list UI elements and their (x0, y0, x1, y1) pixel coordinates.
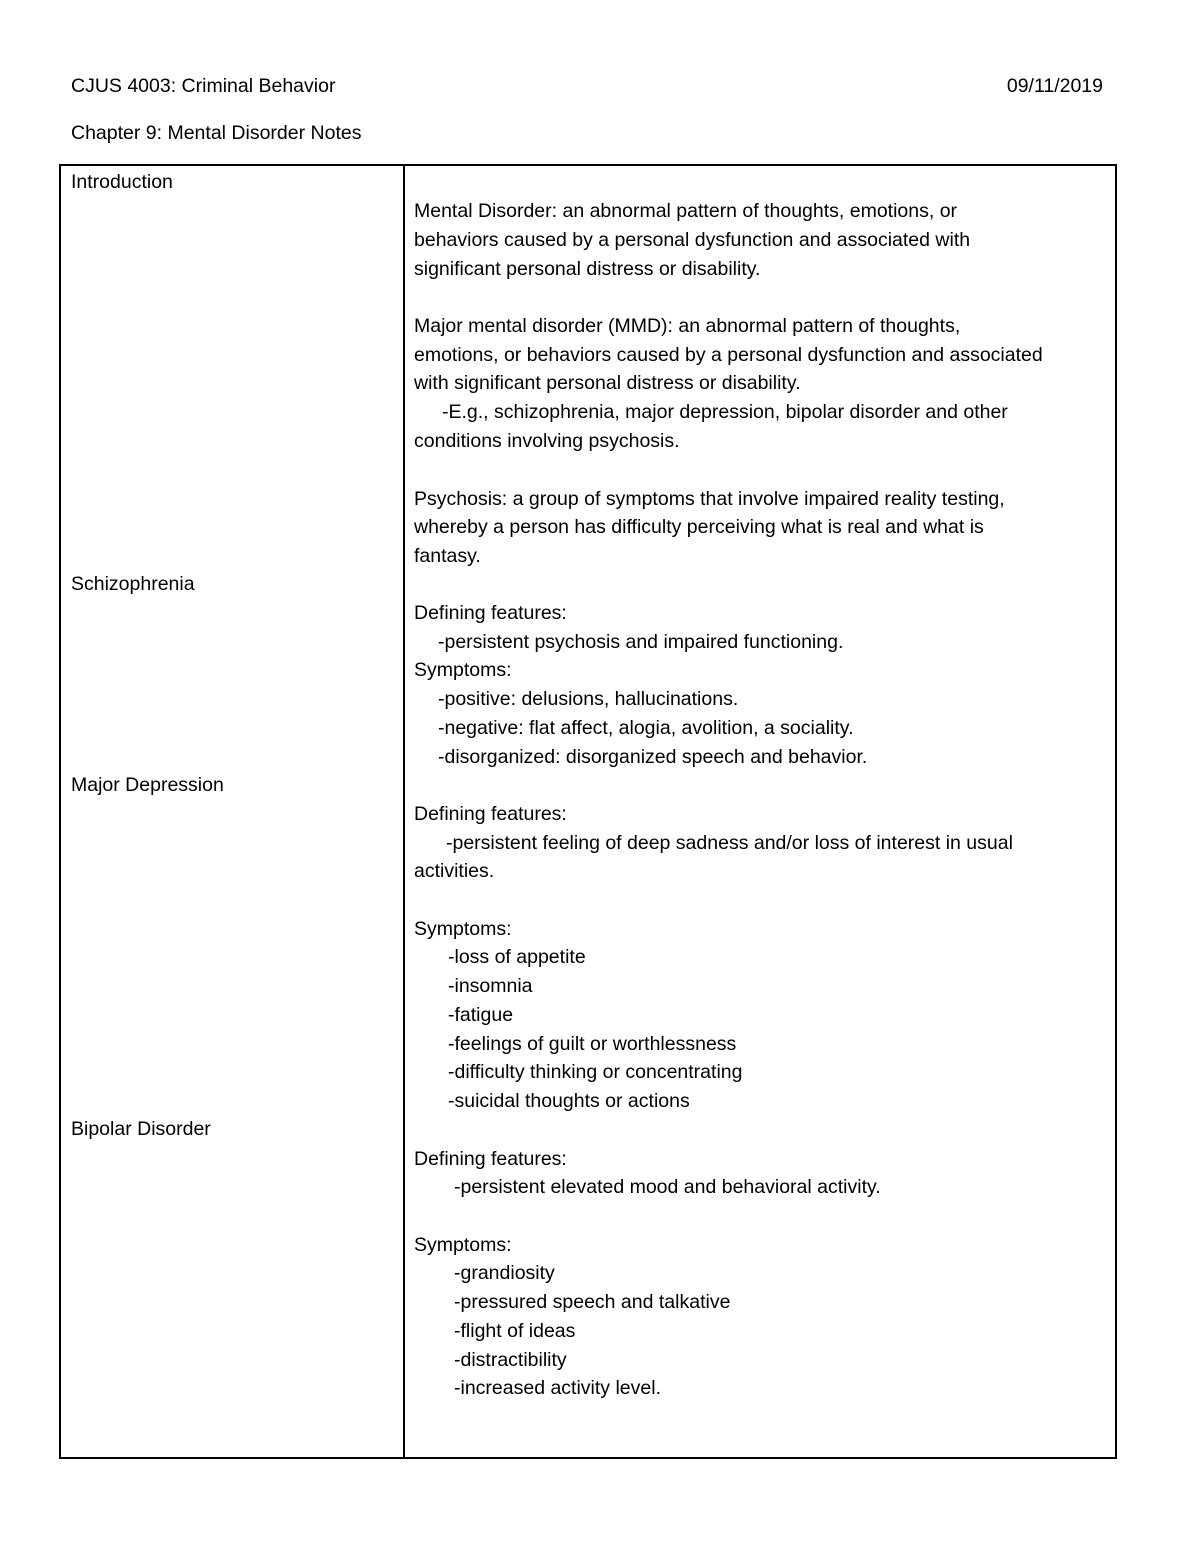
chapter-title: Chapter 9: Mental Disorder Notes (71, 122, 362, 144)
note-line: Defining features: (414, 602, 567, 624)
note-line: -flight of ideas (454, 1320, 576, 1342)
topic-schizophrenia: Schizophrenia (71, 573, 195, 595)
course-title: CJUS 4003: Criminal Behavior (71, 75, 336, 97)
note-line: -suicidal thoughts or actions (448, 1090, 690, 1112)
note-line: -fatigue (448, 1004, 514, 1026)
note-line: -feelings of guilt or worthlessness (448, 1033, 737, 1055)
note-line: -insomnia (448, 975, 533, 997)
note-line: -negative: flat affect, alogia, avolition, a sociality. (438, 717, 854, 739)
topic-major-depression: Major Depression (71, 774, 224, 796)
note-line: Symptoms: (414, 1234, 512, 1256)
note-line: Psychosis: a group of symptoms that involve impaired reality testing, (414, 488, 1005, 510)
note-line: whereby a person has difficulty perceiving what is real and what is (414, 516, 984, 538)
note-line: Defining features: (414, 1148, 567, 1170)
note-line: -grandiosity (454, 1262, 555, 1284)
topic-introduction: Introduction (71, 171, 173, 193)
note-line: Symptoms: (414, 918, 512, 940)
note-line: -positive: delusions, hallucinations. (438, 688, 739, 710)
notes-table (59, 164, 1117, 1459)
column-divider (403, 166, 405, 1457)
note-line: Mental Disorder: an abnormal pattern of thoughts, emotions, or (414, 200, 958, 222)
note-line: -increased activity level. (454, 1377, 661, 1399)
note-line: Major mental disorder (MMD): an abnormal pattern of thoughts, (414, 315, 961, 337)
note-line: Symptoms: (414, 659, 512, 681)
note-line: Defining features: (414, 803, 567, 825)
note-line: conditions involving psychosis. (414, 430, 680, 452)
note-line: -distractibility (454, 1349, 567, 1371)
note-line: -loss of appetite (448, 946, 586, 968)
note-line: -persistent psychosis and impaired functioning. (438, 631, 844, 653)
note-line: -disorganized: disorganized speech and behavior. (438, 746, 868, 768)
document-date: 09/11/2019 (1006, 75, 1103, 97)
note-line: emotions, or behaviors caused by a personal dysfunction and associated (414, 344, 1043, 366)
note-line: behaviors caused by a personal dysfunction and associated with (414, 229, 971, 251)
note-line: significant personal distress or disability. (414, 258, 761, 280)
note-line: -persistent elevated mood and behavioral activity. (454, 1176, 881, 1198)
note-line: -E.g., schizophrenia, major depression, bipolar disorder and other (442, 401, 1008, 423)
note-line: -pressured speech and talkative (454, 1291, 731, 1313)
note-line: -difficulty thinking or concentrating (448, 1061, 743, 1083)
note-line: -persistent feeling of deep sadness and/or loss of interest in usual (446, 832, 1013, 854)
note-line: with significant personal distress or disability. (414, 372, 801, 394)
note-line: activities. (414, 860, 495, 882)
note-line: fantasy. (414, 545, 481, 567)
topic-bipolar-disorder: Bipolar Disorder (71, 1118, 211, 1140)
